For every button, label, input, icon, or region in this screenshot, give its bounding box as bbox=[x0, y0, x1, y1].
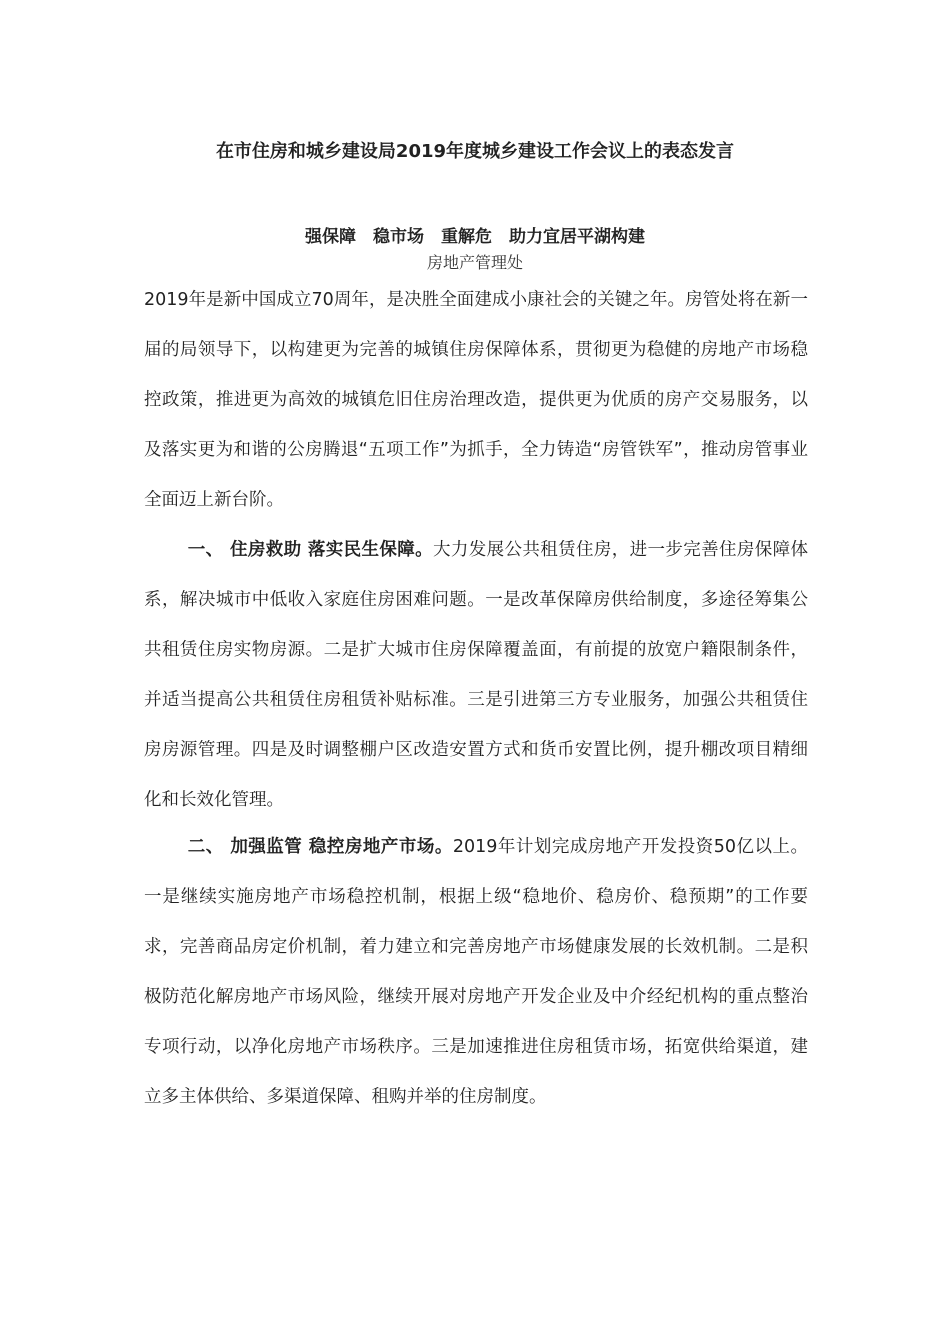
document-title: 在市住房和城乡建设局2019年度城乡建设工作会议上的表态发言 bbox=[215, 141, 735, 162]
paragraph-lead: 二、 加强监管 稳控房地产市场。 bbox=[187, 837, 453, 857]
paragraph-market-regulation bbox=[144, 822, 808, 1122]
author-organization: 房地产管理处 bbox=[426, 253, 523, 272]
paragraph-housing-assistance bbox=[144, 525, 808, 825]
paragraph-lead: 一、 住房救助 落实民生保障。 bbox=[187, 540, 434, 560]
paragraph-text: 2019年是新中国成立70周年，是决胜全面建成小康社会的关键之年。房管处将在新一届的局领导下，以构建更为完善的城镇住房保障体系，贯彻更为稳健的房地产市场稳控政策，推进更为高效的城镇危旧住房治理改造，提供更为优质的房产交易服务，以及落实更为和谐的公房腾退“五项工作”为抓手，全力铸造“房管铁军”，推动房管事业全面迈上新台阶。 bbox=[144, 290, 808, 510]
paragraph-intro bbox=[144, 275, 808, 525]
paragraph-text: 2019年计划完成房地产开发投资50亿以上。一是继续实施房地产市场稳控机制，根据上级“稳地价、稳房价、稳预期”的工作要求，完善商品房定价机制，着力建立和完善房地产市场健康发展的长效机制。二是积极防范化解房地产市场风险，继续开展对房地产开发企业及中介经纪机构的重点整治专项行动，以净化房地产市场秩序。三是加速推进住房租赁市场，拓宽供给渠道，建立多主体供给、多渠道保障、租购并举的住房制度。 bbox=[144, 837, 809, 1107]
document-subtitle: 强保障 稳市场 重解危 助力宜居平湖构建 bbox=[305, 227, 645, 247]
paragraph-text: 大力发展公共租赁住房，进一步完善住房保障体系，解决城市中低收入家庭住房困难问题。一是改革保障房供给制度，多途径筹集公共租赁住房实物房源。二是扩大城市住房保障覆盖面，有前提的放宽户籍限制条件，并适当提高公共租赁住房租赁补贴标准。三是引进第三方专业服务，加强公共租赁住房房源管理。四是及时调整棚户区改造安置方式和货币安置比例，提升棚改项目精细化和长效化管理。 bbox=[144, 540, 809, 810]
